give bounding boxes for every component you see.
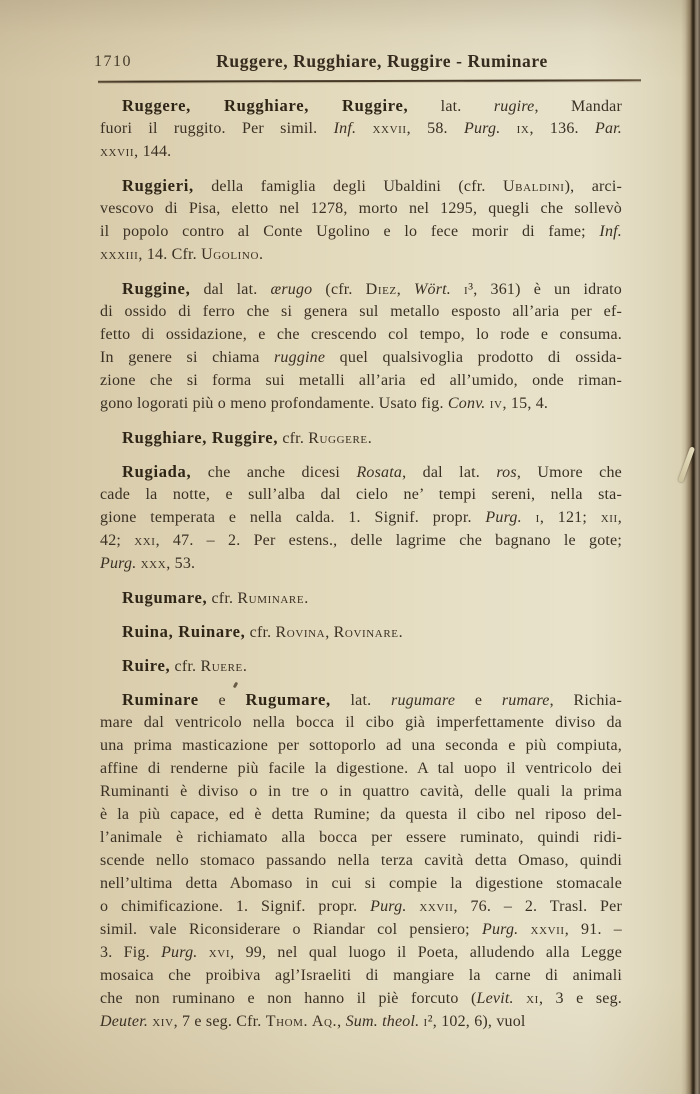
text-segment: Sum. theol.: [345, 1013, 420, 1030]
dictionary-entries: [100, 94, 622, 1033]
text-line: [100, 849, 622, 872]
headword: Ruire,: [122, 656, 171, 675]
text-segment: ,: [396, 281, 414, 298]
text-segment: 3. Fig.: [100, 944, 162, 961]
text-segment: ³, 361) è un idrato: [468, 281, 623, 298]
text-segment: [197, 944, 208, 961]
text-segment: i: [535, 509, 540, 526]
text-segment: quel qualsivoglia prodotto di ossida-: [325, 349, 622, 366]
text-segment: xxi: [134, 532, 156, 549]
text-segment: [356, 120, 372, 137]
text-segment: i: [423, 1013, 428, 1030]
text-segment: xxx: [140, 555, 167, 572]
text-segment: Ruminanti è diviso o in tre o in quattro cavità, delle quali la prima: [100, 783, 622, 800]
headword: Rugiada,: [122, 462, 192, 481]
text-segment: Ruere: [200, 658, 243, 675]
text-segment: , 144.: [134, 143, 172, 160]
text-segment: Par.: [594, 120, 623, 137]
text-segment: .: [367, 430, 372, 447]
text-line: [100, 918, 622, 941]
text-segment: .: [304, 590, 309, 607]
text-segment: ix: [516, 120, 530, 137]
text-line: [100, 757, 622, 780]
text-segment: e: [198, 692, 246, 709]
text-line: [100, 941, 622, 964]
text-segment: , dal lat.: [402, 464, 497, 481]
text-segment: Ruggere: [308, 430, 368, 447]
text-line: [100, 369, 622, 392]
text-segment: dal lat.: [190, 281, 271, 298]
text-line: [100, 460, 622, 483]
text-line: [100, 117, 622, 140]
dictionary-entry: [100, 620, 622, 643]
text-segment: , Mandar: [534, 98, 622, 115]
headword: Ruggieri,: [122, 176, 194, 195]
text-segment: Inf.: [599, 223, 622, 240]
dictionary-entry: [100, 460, 622, 575]
headword: Ruggine,: [122, 279, 191, 298]
text-segment: xxvii: [530, 921, 565, 938]
running-title: Ruggere, Rugghiare, Ruggire - Ruminare: [216, 51, 548, 71]
text-segment: una prima masticazione per sottoporlo ad una seconda e più compiuta,: [100, 737, 622, 754]
text-segment: fetto di ossidazione, e che crescendo col tempo, lo rode e consuma.: [100, 326, 622, 343]
text-segment: , 7 e seg. Cfr.: [173, 1013, 266, 1030]
text-segment: .: [398, 624, 403, 641]
text-segment: o chimificazione. 1. Signif. propr.: [100, 898, 371, 915]
text-line: [100, 483, 622, 506]
text-line: [100, 688, 622, 711]
text-line: [100, 620, 622, 643]
text-line: [100, 803, 622, 826]
text-segment: [514, 990, 526, 1007]
text-line: [100, 529, 622, 552]
text-line: [100, 392, 622, 415]
headword: Rugumare,: [122, 588, 208, 607]
text-segment: Rosata: [356, 464, 403, 481]
dictionary-entry: [100, 174, 622, 266]
text-segment: 42;: [100, 532, 135, 549]
text-segment: xvi: [208, 944, 231, 961]
text-segment: Purg.: [481, 921, 519, 938]
text-segment: , 53.: [166, 555, 196, 572]
text-segment: Wört.: [413, 281, 451, 298]
text-line: [100, 277, 622, 300]
text-segment: xiv: [152, 1013, 174, 1030]
headword: Ruminare: [122, 690, 199, 709]
text-segment: , Richia-: [549, 692, 622, 709]
text-segment: che anche dicesi: [191, 464, 357, 481]
text-segment: ærugo: [270, 281, 313, 298]
dictionary-entry: [100, 654, 622, 677]
text-line: [100, 895, 622, 918]
header-rule: [98, 79, 641, 82]
text-line: [100, 140, 622, 163]
book-edge-shadow: [681, 0, 700, 1094]
headword: Ruggere, Rugghiare, Ruggire,: [122, 96, 409, 115]
text-segment: scende nello stomaco passando nella terza cavità detta Omaso, quindi: [100, 852, 622, 869]
text-segment: [451, 281, 464, 298]
text-segment: xxxiii: [100, 246, 139, 263]
text-segment: , 121;: [539, 509, 601, 526]
text-line: [100, 780, 622, 803]
text-line: [100, 964, 622, 987]
text-segment: [522, 509, 536, 526]
text-segment: iv: [489, 395, 503, 412]
text-segment: affine di renderne più facile la digestione. A tal uopo il ventricolo dei: [100, 760, 622, 777]
text-line: [100, 220, 622, 243]
text-segment: Purg.: [463, 120, 501, 137]
text-segment: Diez: [365, 281, 397, 298]
text-segment: rugumare: [391, 692, 456, 709]
text-segment: rumare: [501, 692, 550, 709]
text-segment: ros: [496, 464, 517, 481]
text-line: [100, 734, 622, 757]
text-segment: di ossido di ferro che si genera sul metallo esposto all’aria per ef-: [100, 303, 622, 320]
text-segment: , 3 e seg.: [538, 990, 622, 1007]
text-segment: Purg.: [485, 509, 522, 526]
text-line: [100, 506, 622, 529]
text-segment: lat.: [408, 98, 494, 115]
text-segment: , 47. – 2. Per estens., delle lagrime che bagnano le gote;: [155, 532, 622, 549]
dictionary-entry: [100, 277, 622, 415]
text-segment: Ugolino: [201, 246, 259, 263]
headword: Ruina, Ruinare,: [122, 622, 246, 641]
text-segment: xii: [600, 509, 618, 526]
text-segment: ,: [337, 1013, 346, 1030]
text-segment: cfr.: [245, 624, 276, 641]
text-segment: cfr.: [207, 590, 238, 607]
text-segment: gione temperata e nella calda. 1. Signif. propr.: [100, 509, 486, 526]
text-line: [100, 1010, 622, 1033]
text-segment: lat.: [330, 692, 392, 709]
text-segment: Conv.: [447, 395, 486, 412]
text-segment: , 136.: [529, 120, 595, 137]
text-line: [100, 552, 622, 575]
text-segment: [407, 898, 420, 915]
text-line: [100, 654, 622, 677]
text-segment: Thom. Aq.: [265, 1013, 338, 1030]
text-segment: .: [259, 246, 264, 263]
headword: Rugghiare, Ruggire,: [122, 428, 279, 447]
text-segment: , 58.: [406, 120, 464, 137]
dictionary-entry: [100, 688, 622, 1033]
text-segment: cfr.: [278, 430, 309, 447]
text-segment: ), arci-: [564, 178, 623, 195]
text-segment: [500, 120, 516, 137]
text-segment: ², 102, 6), vuol: [427, 1013, 526, 1030]
page-number: 1710: [94, 53, 132, 70]
text-segment: rugire: [493, 98, 535, 115]
text-segment: nell’ultima detta Abomaso in cui si compie la digestione stomacale: [100, 875, 622, 892]
text-segment: Purg.: [100, 555, 137, 572]
text-segment: (cfr.: [312, 281, 366, 298]
text-line: [100, 872, 622, 895]
text-segment: [518, 921, 530, 938]
text-segment: l’animale è richiamato alla bocca per essere ruminato, quindi ridi-: [100, 829, 622, 846]
text-segment: cfr.: [170, 658, 201, 675]
dictionary-entry: [100, 586, 622, 609]
text-line: [100, 94, 622, 117]
text-segment: e: [455, 692, 502, 709]
text-segment: è la più capace, ed è detta Rumine; da questa il cibo nel riposo del-: [100, 806, 622, 823]
text-line: [100, 243, 622, 266]
text-segment: Deuter.: [100, 1013, 149, 1030]
text-segment: In genere si chiama: [100, 349, 274, 366]
text-segment: xi: [526, 990, 539, 1007]
text-segment: il popolo contro al Conte Ugolino e lo fece morir di fame;: [100, 223, 600, 240]
text-segment: , 99, nel qual luogo il Poeta, alludendo alla Legge: [230, 944, 623, 961]
text-segment: che non ruminano e non hanno il piè forcuto (: [100, 990, 477, 1007]
dictionary-entry: [100, 94, 622, 163]
text-line: [100, 426, 622, 449]
text-segment: Purg.: [161, 944, 198, 961]
text-segment: Ruminare: [237, 590, 305, 607]
text-segment: Rovina: [275, 624, 326, 641]
headword: Rugumare,: [245, 690, 331, 709]
dictionary-entry: [100, 426, 622, 449]
text-segment: zione che si forma sui metalli all’aria ed all’umido, onde riman-: [100, 372, 622, 389]
text-segment: .: [242, 658, 248, 675]
text-segment: gono logorati più o meno profondamente. Usato fig.: [100, 395, 448, 412]
text-line: [100, 711, 622, 734]
text-segment: cade la notte, e sull’alba dal cielo ne’ tempi sereni, nella sta-: [100, 486, 622, 503]
text-line: [100, 346, 622, 369]
text-segment: vescovo di Pisa, eletto nel 1278, morto nel 1295, quegli che sollevò: [100, 200, 622, 217]
text-segment: xxvii: [419, 898, 454, 915]
text-segment: ,: [325, 624, 334, 641]
text-segment: Ubaldini: [503, 178, 565, 195]
text-segment: fuori il ruggito. Per simil.: [100, 120, 334, 137]
text-segment: xxvii: [100, 143, 135, 160]
text-segment: , 15, 4.: [502, 395, 549, 412]
text-segment: ruggine: [274, 349, 326, 366]
text-segment: , Umore che: [516, 464, 622, 481]
text-segment: mare dal ventricolo nella bocca il cibo già imperfettamente diviso da: [100, 714, 622, 731]
text-segment: , 91. –: [564, 921, 622, 938]
text-line: [100, 197, 622, 220]
text-segment: i: [464, 281, 469, 298]
text-segment: simil. vale Riconsiderare o Riandar col pensiero;: [100, 921, 482, 938]
text-segment: Purg.: [370, 898, 407, 915]
text-segment: , 76. – 2. Trasl. Per: [453, 898, 622, 915]
text-segment: , 14. Cfr.: [138, 246, 202, 263]
text-line: [100, 323, 622, 346]
text-line: [100, 174, 622, 197]
text-segment: Levit.: [476, 990, 514, 1007]
text-line: [100, 987, 622, 1010]
text-segment: xxvii: [372, 120, 407, 137]
text-segment: ,: [617, 509, 622, 526]
text-segment: Rovinare: [333, 624, 399, 641]
text-line: [100, 826, 622, 849]
text-line: [100, 300, 622, 323]
text-segment: della famiglia degli Ubaldini (cfr.: [193, 178, 503, 195]
text-segment: mosaica che proibiva agl’Israeliti di mangiare la carne di animali: [100, 967, 622, 984]
text-line: [100, 586, 622, 609]
text-segment: Inf.: [333, 120, 357, 137]
